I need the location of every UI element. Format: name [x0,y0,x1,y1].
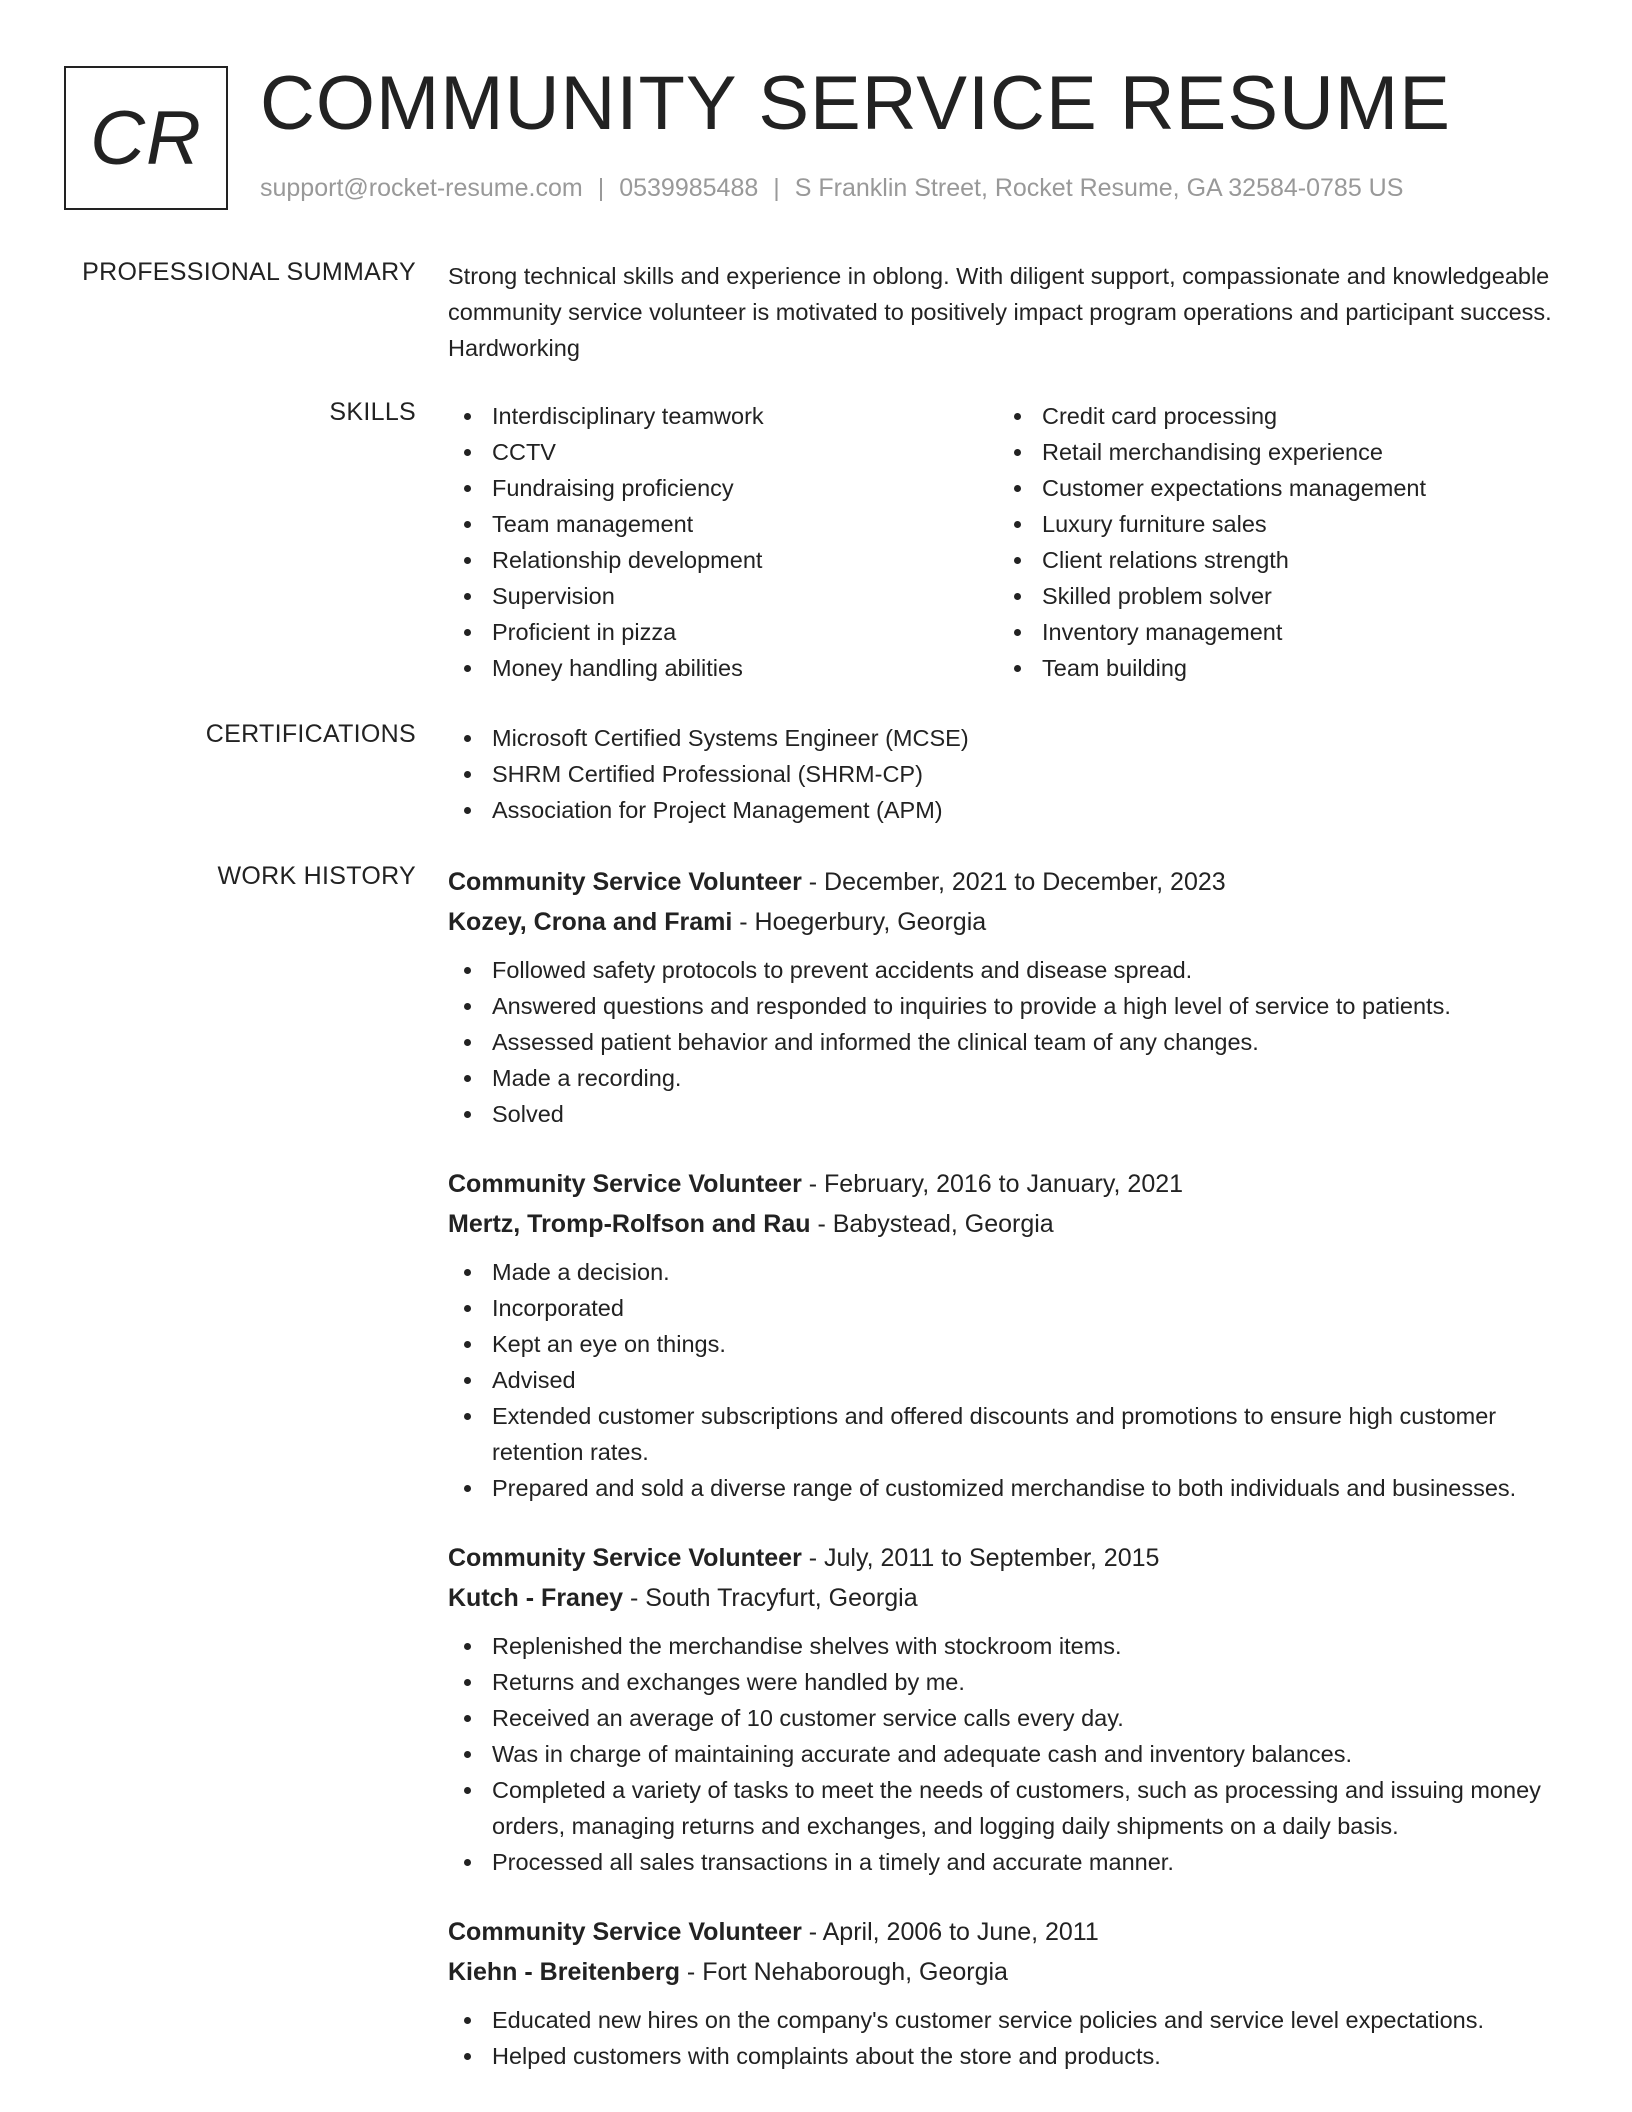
list-item: Received an average of 10 customer service calls every day. [448,1700,1568,1736]
work-history-heading: WORK HISTORY [217,862,416,890]
list-item: SHRM Certified Professional (SHRM-CP) [448,756,1568,792]
job-company-line [448,1952,1568,1992]
summary-text: Strong technical skills and experience in oblong. With diligent support, compassionate and knowledgeable community service volunteer is motivated to positively impact program operations and participant success. Hardworking [448,263,1552,361]
job-bullets [448,952,1568,1132]
list-item: Completed a variety of tasks to meet the needs of customers, such as processing and issuing money orders, managing returns and exchanges, and logging daily shipments on a daily basis. [448,1772,1568,1844]
list-item: Helped customers with complaints about the store and products. [448,2038,1568,2074]
job-entry [448,1912,1568,2074]
skills-columns [448,398,1568,686]
list-item: Incorporated [448,1290,1568,1326]
job-entry [448,1164,1568,1506]
list-item: Returns and exchanges were handled by me. [448,1664,1568,1700]
list-item: Was in charge of maintaining accurate and adequate cash and inventory balances. [448,1736,1568,1772]
job-company: Kozey, Crona and Frami [448,908,733,936]
job-bullets [448,2002,1568,2074]
job-title: Community Service Volunteer [448,1918,802,1946]
list-item: Retail merchandising experience [998,434,1548,470]
list-item: Answered questions and responded to inquiries to provide a high level of service to patients. [448,988,1568,1024]
list-item: Kept an eye on things. [448,1326,1568,1362]
list-item: Made a recording. [448,1060,1568,1096]
contact-line [260,174,1403,203]
list-item: Advised [448,1362,1568,1398]
list-item: Microsoft Certified Systems Engineer (MCSE) [448,720,1568,756]
list-item: Money handling abilities [448,650,998,686]
list-item: Assessed patient behavior and informed the clinical team of any changes. [448,1024,1568,1060]
job-entry [448,862,1568,1132]
resume-header [64,61,1584,210]
list-item: CCTV [448,434,998,470]
job-company: Kiehn - Breitenberg [448,1958,680,1986]
list-item: Team building [998,650,1548,686]
certifications-list [448,720,1568,828]
job-title-line [448,1164,1568,1204]
job-dates: - April, 2006 to June, 2011 [801,1918,1099,1946]
list-item: Replenished the merchandise shelves with stockroom items. [448,1628,1568,1664]
job-company-line [448,902,1568,942]
skills-list-left [448,398,998,686]
job-bullets [448,1628,1568,1880]
job-dates: - February, 2016 to January, 2021 [801,1170,1184,1198]
list-item: Inventory management [998,614,1548,650]
job-location: - South Tracyfurt, Georgia [623,1584,918,1612]
work-history-body [448,862,1568,2106]
job-title-line [448,1538,1568,1578]
job-location: - Babystead, Georgia [810,1210,1054,1238]
skills-heading: SKILLS [329,398,416,426]
job-title: Community Service Volunteer [448,868,802,896]
list-item: Supervision [448,578,998,614]
list-item: Customer expectations management [998,470,1548,506]
list-item: Association for Project Management (APM) [448,792,1568,828]
contact-phone: 0539985488 [619,174,759,202]
job-company-line [448,1578,1568,1618]
list-item: Solved [448,1096,1568,1132]
list-item: Followed safety protocols to prevent accidents and disease spread. [448,952,1568,988]
certifications-body [448,720,1568,828]
job-entry [448,1538,1568,1880]
certifications-heading: CERTIFICATIONS [205,720,416,748]
list-item: Made a decision. [448,1254,1568,1290]
contact-address: S Franklin Street, Rocket Resume, GA 32584-0785 US [794,174,1404,202]
job-title-line [448,862,1568,902]
job-title: Community Service Volunteer [448,1170,802,1198]
contact-separator: | [597,174,605,202]
list-item: Interdisciplinary teamwork [448,398,998,434]
list-item: Relationship development [448,542,998,578]
list-item: Client relations strength [998,542,1548,578]
list-item: Extended customer subscriptions and offered discounts and promotions to ensure high customer retention rates. [448,1398,1568,1470]
contact-separator: | [773,174,780,202]
list-item: Skilled problem solver [998,578,1548,614]
skills-list-right [998,398,1548,686]
list-item: Luxury furniture sales [998,506,1548,542]
list-item: Team management [448,506,998,542]
list-item: Proficient in pizza [448,614,998,650]
list-item: Fundraising proficiency [448,470,998,506]
job-company: Mertz, Tromp-Rolfson and Rau [448,1210,811,1238]
list-item: Educated new hires on the company's customer service policies and service level expectations. [448,2002,1568,2038]
job-company-line [448,1204,1568,1244]
job-dates: - December, 2021 to December, 2023 [801,868,1226,896]
summary-heading: PROFESSIONAL SUMMARY [82,258,416,286]
job-title-line [448,1912,1568,1952]
job-dates: - July, 2011 to September, 2015 [801,1544,1160,1572]
job-location: - Hoegerbury, Georgia [732,908,987,936]
job-company: Kutch - Franey [448,1584,624,1612]
resume-title: COMMUNITY SERVICE RESUME [260,61,1451,146]
contact-email: support@rocket-resume.com [260,174,583,202]
list-item: Prepared and sold a diverse range of customized merchandise to both individuals and businesses. [448,1470,1568,1506]
monogram-badge: CR [64,66,228,210]
job-bullets [448,1254,1568,1506]
job-location: - Fort Nehaborough, Georgia [679,1958,1008,1986]
list-item: Credit card processing [998,398,1548,434]
job-title: Community Service Volunteer [448,1544,802,1572]
list-item: Processed all sales transactions in a timely and accurate manner. [448,1844,1568,1880]
